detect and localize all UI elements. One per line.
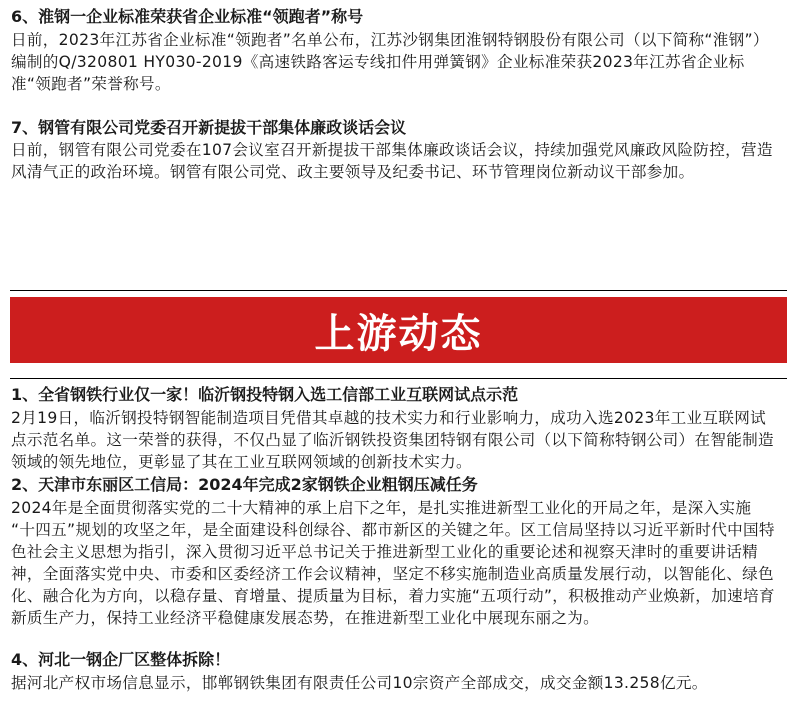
upstream-item-4-body: 据河北产权市场信息显示，邯郸钢铁集团有限责任公司10宗资产全部成交，成交金额13.258亿元。 (11, 674, 708, 692)
upstream-item-1-title: 1、全省钢铁行业仅一家！临沂钢投特钢入选工信部工业互联网试点示范 (11, 385, 519, 404)
section-banner-title: 上游动态 (314, 310, 483, 357)
news-item-7-title: 7、钢管有限公司党委召开新提拔干部集体廉政谈话会议 (11, 118, 407, 137)
section-divider-top (10, 290, 787, 291)
upstream-item-2-title: 2、天津市东丽区工信局：2024年完成2家钢铁企业粗钢压减任务 (11, 475, 478, 494)
upstream-item-1-body: 2月19日，临沂钢投特钢智能制造项目凭借其卓越的技术实力和行业影响力，成功入选2023年工业互联网试点示范名单。这一荣誉的获得，不仅凸显了临沂钢铁投资集团特钢有限公司（以下简称特钢公司）在智能制造领域的领先地位，更彰显了其在工业互联网领域的创新技术实力。 (11, 409, 774, 471)
upstream-item-4-title: 4、河北一钢企厂区整体拆除！ (11, 650, 231, 669)
news-item-6-body: 日前，2023年江苏省企业标准“领跑者”名单公布，江苏沙钢集团淮钢特钢股份有限公司（以下简称“淮钢”）编制的Q/320801 HY030-2019《高速铁路客运专线扣件用弹簧钢》企业标准荣获2023年江苏省企业标准“领跑者”荣誉称号。 (11, 31, 769, 93)
section-divider-bottom (10, 378, 787, 379)
news-item-6-title: 6、淮钢一企业标准荣获省企业标准“领跑者”称号 (11, 7, 364, 26)
section-banner (10, 297, 787, 363)
news-item-7-body: 日前，钢管有限公司党委在107会议室召开新提拔干部集体廉政谈话会议，持续加强党风廉政风险防控，营造风清气正的政治环境。钢管有限公司党、政主要领导及纪委书记、环节管理岗位新动议干部参加。 (11, 141, 773, 181)
upstream-item-2-body: 2024年是全面贯彻落实党的二十大精神的承上启下之年，是扎实推进新型工业化的开局之年，是深入实施 “十四五”规划的攻坚之年，是全面建设科创绿谷、都市新区的关键之年。区工信局坚持以习近平新时代中国特色社会主义思想为指引，深入贯彻习近平总书记关于推进新型工业化的重要论述和视察天津时的重要讲话精神，全面落实党中央、市委和区委经济工作会议精神，坚定不移实施制造业高质量发展行动，以智能化、绿色化、融合化为方向，以稳存量、育增量、提质量为目标，着力实施“五项行动”，积极推动产业焕新，加速培育新质生产力，保持工业经济平稳健康发展态势，在推进新型工业化中展现东丽之为。 (11, 499, 775, 627)
